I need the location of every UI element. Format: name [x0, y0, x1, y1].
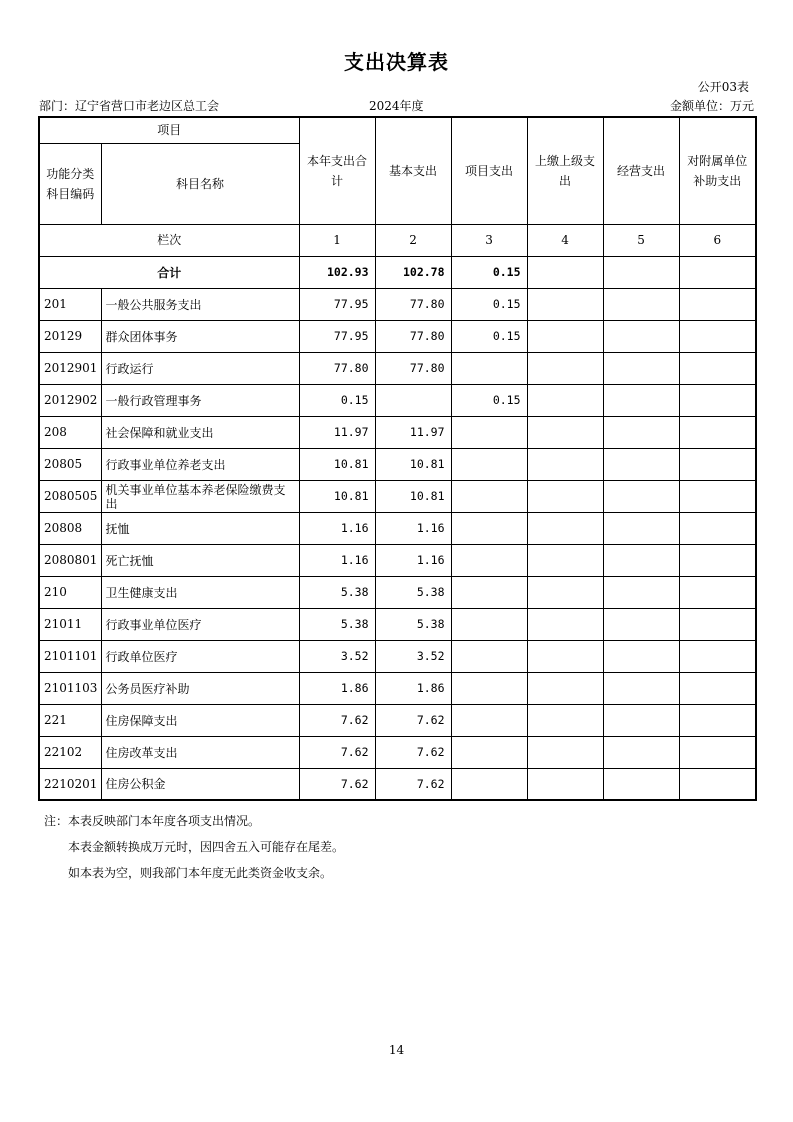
table-row: [39, 576, 756, 608]
page-title: 支出决算表: [344, 50, 449, 74]
operating-cell: [603, 480, 679, 512]
table-row: [39, 672, 756, 704]
row-code: 2210201: [39, 768, 101, 800]
basic-cell: 77.80: [375, 352, 451, 384]
header-upper: 上缴上级支出: [527, 117, 603, 224]
basic-cell: 7.62: [375, 704, 451, 736]
col-num: 1: [299, 224, 375, 256]
operating-cell: [603, 640, 679, 672]
total-cell: 1.86: [299, 672, 375, 704]
subsidy-cell: [679, 384, 756, 416]
upper-cell: [527, 448, 603, 480]
table-row: [39, 608, 756, 640]
notes: [44, 808, 344, 886]
table-row: [39, 512, 756, 544]
upper-cell: [527, 416, 603, 448]
row-code: 2012902: [39, 384, 101, 416]
operating-cell: [603, 256, 679, 288]
operating-cell: [603, 416, 679, 448]
table-row: [39, 544, 756, 576]
total-cell: 77.95: [299, 288, 375, 320]
unit-label: 金额单位：万元: [669, 99, 754, 113]
row-name: 住房保障支出: [101, 704, 299, 736]
upper-cell: [527, 384, 603, 416]
project-cell: [451, 736, 527, 768]
operating-cell: [603, 608, 679, 640]
row-code: 20808: [39, 512, 101, 544]
row-code: 2012901: [39, 352, 101, 384]
operating-cell: [603, 352, 679, 384]
operating-cell: [603, 672, 679, 704]
total-cell: 10.81: [299, 480, 375, 512]
subsidy-cell: [679, 352, 756, 384]
header-code: 功能分类科目编码: [39, 143, 101, 224]
project-cell: [451, 480, 527, 512]
expenditure-table: [38, 116, 757, 801]
operating-cell: [603, 512, 679, 544]
basic-cell: 10.81: [375, 448, 451, 480]
operating-cell: [603, 736, 679, 768]
row-name: 行政运行: [101, 352, 299, 384]
header-item: 项目: [39, 117, 299, 143]
header-row-label: 栏次: [39, 224, 299, 256]
note-line: 注：本表反映部门本年度各项支出情况。: [44, 814, 261, 828]
project-cell: 0.15: [451, 256, 527, 288]
basic-cell: 77.80: [375, 288, 451, 320]
note-line: 本表金额转换成万元时，因四舍五入可能存在尾差。: [68, 840, 345, 854]
row-name: 公务员医疗补助: [101, 672, 299, 704]
total-cell: 5.38: [299, 576, 375, 608]
basic-cell: 77.80: [375, 320, 451, 352]
row-name: 住房改革支出: [101, 736, 299, 768]
basic-cell: 3.52: [375, 640, 451, 672]
row-name: 行政事业单位医疗: [101, 608, 299, 640]
table-row: [39, 384, 756, 416]
basic-cell: 10.81: [375, 480, 451, 512]
year-label: 2024年度: [369, 99, 424, 113]
project-cell: [451, 704, 527, 736]
project-cell: 0.15: [451, 384, 527, 416]
subsidy-cell: [679, 736, 756, 768]
header-operating: 经营支出: [603, 117, 679, 224]
subsidy-cell: [679, 288, 756, 320]
table-row: [39, 704, 756, 736]
total-cell: 7.62: [299, 768, 375, 800]
project-cell: [451, 352, 527, 384]
row-code: 2101103: [39, 672, 101, 704]
total-cell: 1.16: [299, 544, 375, 576]
basic-cell: 5.38: [375, 608, 451, 640]
table-row: [39, 480, 756, 512]
upper-cell: [527, 576, 603, 608]
project-cell: [451, 768, 527, 800]
upper-cell: [527, 512, 603, 544]
basic-cell: 7.62: [375, 736, 451, 768]
header-name: 科目名称: [101, 143, 299, 224]
row-name: 抚恤: [101, 512, 299, 544]
table-row: [39, 320, 756, 352]
upper-cell: [527, 736, 603, 768]
col-num: 6: [679, 224, 756, 256]
subsidy-cell: [679, 320, 756, 352]
subsidy-cell: [679, 256, 756, 288]
table-row: [39, 448, 756, 480]
operating-cell: [603, 768, 679, 800]
basic-cell: 102.78: [375, 256, 451, 288]
operating-cell: [603, 704, 679, 736]
col-num: 4: [527, 224, 603, 256]
header-subsidy: 对附属单位补助支出: [679, 117, 756, 224]
project-cell: [451, 640, 527, 672]
upper-cell: [527, 608, 603, 640]
row-code: 221: [39, 704, 101, 736]
total-cell: 3.52: [299, 640, 375, 672]
upper-cell: [527, 320, 603, 352]
meta-line: [39, 97, 754, 113]
row-name: 一般公共服务支出: [101, 288, 299, 320]
basic-cell: 7.62: [375, 768, 451, 800]
row-code: 208: [39, 416, 101, 448]
row-code: 20805: [39, 448, 101, 480]
operating-cell: [603, 384, 679, 416]
table-row: [39, 416, 756, 448]
row-name: 死亡抚恤: [101, 544, 299, 576]
row-code: 210: [39, 576, 101, 608]
total-cell: 77.95: [299, 320, 375, 352]
upper-cell: [527, 640, 603, 672]
page-number: 14: [388, 1043, 405, 1057]
row-name: 行政单位医疗: [101, 640, 299, 672]
table-row: [39, 736, 756, 768]
header-basic: 基本支出: [375, 117, 451, 224]
subsidy-cell: [679, 672, 756, 704]
header-project: 项目支出: [451, 117, 527, 224]
subsidy-cell: [679, 512, 756, 544]
basic-cell: 1.16: [375, 512, 451, 544]
row-code: 2080801: [39, 544, 101, 576]
subsidy-cell: [679, 448, 756, 480]
table-row: [39, 640, 756, 672]
row-code: 20129: [39, 320, 101, 352]
basic-cell: [375, 384, 451, 416]
total-cell: 7.62: [299, 704, 375, 736]
operating-cell: [603, 320, 679, 352]
project-cell: [451, 608, 527, 640]
subsidy-cell: [679, 544, 756, 576]
operating-cell: [603, 576, 679, 608]
row-code: 2080505: [39, 480, 101, 512]
row-name: 社会保障和就业支出: [101, 416, 299, 448]
form-number: 公开03表: [697, 80, 749, 94]
subsidy-cell: [679, 480, 756, 512]
subsidy-cell: [679, 640, 756, 672]
col-num: 3: [451, 224, 527, 256]
total-cell: 102.93: [299, 256, 375, 288]
department-label: 部门：辽宁省营口市老边区总工会: [39, 99, 220, 113]
subsidy-cell: [679, 608, 756, 640]
row-code: 201: [39, 288, 101, 320]
project-cell: [451, 448, 527, 480]
project-cell: [451, 416, 527, 448]
row-code: 22102: [39, 736, 101, 768]
total-cell: 0.15: [299, 384, 375, 416]
note-line: 如本表为空，则我部门本年度无此类资金收支余。: [68, 866, 333, 880]
project-cell: [451, 672, 527, 704]
table-row: [39, 288, 756, 320]
basic-cell: 11.97: [375, 416, 451, 448]
row-name: 行政事业单位养老支出: [101, 448, 299, 480]
total-cell: 77.80: [299, 352, 375, 384]
basic-cell: 1.16: [375, 544, 451, 576]
project-cell: [451, 544, 527, 576]
row-name: 机关事业单位基本养老保险缴费支出: [101, 480, 299, 512]
subsidy-cell: [679, 416, 756, 448]
upper-cell: [527, 352, 603, 384]
basic-cell: 5.38: [375, 576, 451, 608]
upper-cell: [527, 480, 603, 512]
row-name: 卫生健康支出: [101, 576, 299, 608]
total-cell: 7.62: [299, 736, 375, 768]
upper-cell: [527, 288, 603, 320]
total-row: [39, 256, 756, 288]
upper-cell: [527, 672, 603, 704]
project-cell: 0.15: [451, 288, 527, 320]
row-name: 群众团体事务: [101, 320, 299, 352]
col-num: 5: [603, 224, 679, 256]
project-cell: [451, 512, 527, 544]
subsidy-cell: [679, 768, 756, 800]
project-cell: 0.15: [451, 320, 527, 352]
row-code: 21011: [39, 608, 101, 640]
upper-cell: [527, 704, 603, 736]
table-row: [39, 768, 756, 800]
operating-cell: [603, 448, 679, 480]
operating-cell: [603, 544, 679, 576]
col-num: 2: [375, 224, 451, 256]
total-cell: 11.97: [299, 416, 375, 448]
total-cell: 1.16: [299, 512, 375, 544]
header-total: 本年支出合计: [299, 117, 375, 224]
row-code: 2101101: [39, 640, 101, 672]
table-row: [39, 352, 756, 384]
row-name: 住房公积金: [101, 768, 299, 800]
total-label: 合计: [39, 256, 299, 288]
subsidy-cell: [679, 704, 756, 736]
upper-cell: [527, 256, 603, 288]
total-cell: 10.81: [299, 448, 375, 480]
operating-cell: [603, 288, 679, 320]
row-name: 一般行政管理事务: [101, 384, 299, 416]
upper-cell: [527, 768, 603, 800]
subsidy-cell: [679, 576, 756, 608]
total-cell: 5.38: [299, 608, 375, 640]
upper-cell: [527, 544, 603, 576]
basic-cell: 1.86: [375, 672, 451, 704]
project-cell: [451, 576, 527, 608]
